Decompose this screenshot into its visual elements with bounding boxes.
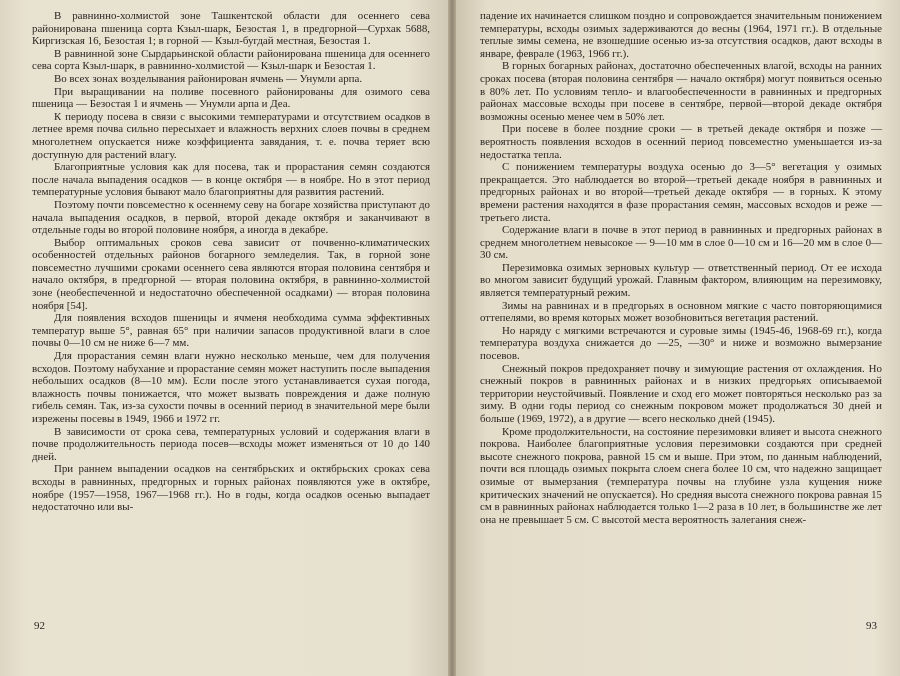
left-page-text [32, 10, 430, 514]
paragraph: В равнинно-холмистой зоне Ташкентской области для осеннего сева районирована пшеница сорта Кзыл-шарк, Безостая 1, в предгорной—Сурхак 5688, Киргизская 16, Безостая 1; в горной — Кзыл-бугдай местная, Безостая 1. [32, 10, 430, 48]
page-number: 93 [866, 620, 877, 632]
paragraph: В зависимости от срока сева, температурных условий и содержания влаги в почве продолжительность периода посев—всходы может изменяться от 10 до 140 дней. [32, 425, 430, 463]
paragraph: К периоду посева в связи с высокими температурами и отсутствием осадков в летнее время почва сильно пересыхает и влажность верхних слоев почвы в среднем многолетнем опускается ниже коэффициента завядания, т. е. почва теряет всю доступную для растений влагу. [32, 110, 430, 161]
paragraph: При посеве в более поздние сроки — в третьей декаде октября и позже — вероятность появления всходов в осенний период повсеместно уменьшается из-за недостатка тепла. [480, 123, 882, 161]
paragraph: С понижением температуры воздуха осенью до 3—5° вегетация у озимых прекращается. Это наблюдается во второй—третьей декаде ноября в равнинных и предгорных районах и во второй—третьей декаде октября — в горных. К этому времени растения находятся в фазе прорастания семян, массовых всходов и реже — третьего листа. [480, 161, 882, 224]
page-number: 92 [34, 620, 45, 632]
paragraph: Снежный покров предохраняет почву и зимующие растения от охлаждения. Но снежный покров в равнинных районах и в низких предгорьях описываемой территории неустойчивый. Появление и сход его может повторяться несколько раз за зиму. В одни годы период со снежным покровом может продолжаться 30 дней и больше (1969, 1972), а в другие — всего несколько дней (1945). [480, 362, 882, 425]
paragraph: При выращивании на поливе посевного районированы для озимого сева пшеница — Безостая 1 и ячмень — Унумли арпа и Деа. [32, 85, 430, 111]
paragraph: При раннем выпадении осадков на сентябрьских и октябрьских сроках сева всходы в равнинных, предгорных и горных районах появляются уже в октябре, ноябре (1957—1958, 1967—1968 гг.). Но в годы, когда осадков осенью выпадает недостаточно или вы- [32, 463, 430, 514]
paragraph: Для появления всходов пшеницы и ячменя необходима сумма эффективных температур выше 5°, равная 65° при наличии запасов продуктивной влаги в слое почвы 0—10 см не ниже 6—7 мм. [32, 312, 430, 350]
paragraph: Благоприятные условия как для посева, так и прорастания семян создаются после начала выпадения осадков — в конце октября — в ноябре. Но в этот период температурные условия бывают мало благоприятны для развития растений. [32, 161, 430, 199]
paragraph: Но наряду с мягкими встречаются и суровые зимы (1945-46, 1968-69 гг.), когда температура воздуха снижается до —25, —30° и ниже и возможно вымерзание посевов. [480, 324, 882, 363]
paragraph: Перезимовка озимых зерновых культур — ответственный период. От ее исхода во многом зависит будущий урожай. Главным фактором, влияющим на перезимовку, является температурный режим. [480, 261, 882, 300]
paragraph: Во всех зонах возделывания районирован ячмень — Унумли арпа. [54, 72, 363, 85]
paragraph: Поэтому почти повсеместно к осеннему севу на богаре хозяйства приступают до начала выпадения осадков, в первой, второй декаде октября и заканчивают в отдельные годы во второй половине ноября, а иногда в декабре. [32, 198, 430, 237]
paragraph: Выбор оптимальных сроков сева зависит от почвенно-климатических особенностей отдельных районов богарного земледелия. Так, в горной зоне повсеместно лучшими сроками осеннего сева являются вторая половина сентября и начало октября, в предгорной — вторая половина октября, в равнинно-холмистой зоне (необеспеченной и недостаточно обеспеченной осадками) — вторая половина ноября [54]. [32, 236, 430, 312]
right-page-text [480, 10, 882, 526]
right-page [452, 0, 900, 676]
paragraph-continued: падение их начинается слишком поздно и сопровождается значительным понижением температуры, всходы озимых задерживаются до весны (1964, 1971 гг.). В отдельные теплые зимы семена, не взошедшие осенью из-за отсутствия осадков, дают всходы в январе, феврале (1963, 1966 гг.). [480, 10, 882, 60]
paragraph: Для прорастания семян влаги нужно несколько меньше, чем для получения всходов. Поэтому набухание и прорастание семян может наступить после выпадения небольших осадков (8—10 мм). Если после этого устанавливается сухая погода, влажность почвы понижается, что может вызвать повреждения и даже полную гибель семян. Так, из-за сухости почвы в осенний период в значительной мере были изрежены посевы в 1949, 1966 и 1972 гг. [32, 350, 430, 425]
paragraph: В равнинной зоне Сырдарьинской области районирована пшеница для осеннего сева сорта Кзыл-шарк, в равнинно-холмистой — Кзыл-шарк и Безостая 1. [32, 47, 430, 73]
paragraph: Содержание влаги в почве в этот период в равнинных и предгорных районах в среднем многолетнем невысокое — 9—10 мм в слое 0—10 см и 16—20 мм в слое 0—30 см. [480, 224, 882, 262]
paragraph: Кроме продолжительности, на состояние перезимовки влияет и высота снежного покрова. Наиболее благоприятные условия перезимовки создаются при средней высоте снежного покрова, равной 15 см и выше. При этом, по данным наблюдений, почти вся площадь озимых покрыта слоем снега более 10 см, что надежно защищает озимые от вымерзания (температура почвы на глубине узла кущения ниже критических значений не опускается). Но средняя высота снежного покрова равная 15 см в равнинных районах наблюдается только 1—2 раза в 10 лет, в большинстве же лет она не превышает 5 см. С высотой места вероятность залегания снеж- [480, 425, 882, 526]
paragraph: В горных богарных районах, достаточно обеспеченных влагой, всходы на ранних сроках посева (вторая половина сентября — начало октября) могут появиться осенью в 80% лет. По условиям тепло- и влагообеспеченности в равнинных и предгорных районах массовые всходы при посеве в сентябре, первой—второй декаде октября возможны осенью менее чем в 50% лет. [480, 60, 882, 123]
book-gutter [448, 0, 456, 676]
paragraph: Зимы на равнинах и в предгорьях в основном мягкие с часто повторяющимися оттепелями, во время которых может возобновиться вегетация растений. [480, 299, 882, 325]
